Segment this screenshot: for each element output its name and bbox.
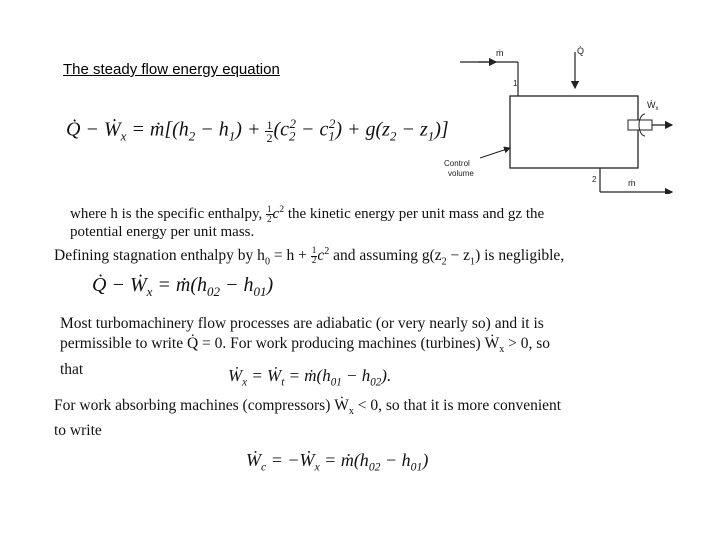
steady-flow-energy-equation (66, 116, 449, 145)
compressor-work-equation (246, 450, 428, 474)
defining-part1: Defining stagnation enthalpy by h (54, 247, 265, 265)
defining-z2-sub: 2 (441, 256, 447, 268)
control-volume-diagram (440, 42, 675, 194)
compressor-line1-b: < 0, so that it is more convenient (353, 397, 562, 414)
comp-c: = ṁ(h (319, 450, 369, 470)
comp-e: ) (422, 450, 429, 470)
adiabatic-line3: that (60, 361, 84, 379)
eq-minus-h: − h (195, 118, 229, 141)
where-paragraph (70, 201, 630, 241)
comp-d: − h (380, 450, 411, 470)
eq-c2-sq: 2 (289, 116, 296, 131)
eq-lhs: Q̇ − Ẇ (66, 118, 121, 141)
compressor-paragraph (54, 396, 654, 440)
turb-b-sub: t (281, 376, 285, 389)
eq-half-fraction: $\frac{1}{2}$ (266, 117, 273, 145)
comp-a: Ẇ (246, 450, 261, 470)
turb-b: = Ẇ (247, 366, 282, 385)
eq-c1-sub: 1 (328, 128, 335, 144)
stag-h01-sub: 01 (253, 284, 267, 299)
turb-h01-sub: 01 (330, 376, 342, 389)
eq-end: )] (434, 118, 449, 141)
where-text-part2: the kinetic energy per unit mass and gz the (287, 206, 545, 222)
outlet-mdot-label: ṁ (628, 178, 636, 188)
eq-h2-sub: 2 (188, 128, 196, 144)
stagnation-equation (92, 274, 273, 300)
control-volume-label-2: volume (448, 169, 474, 178)
control-volume-box (510, 96, 638, 168)
eq-z1-sub: 1 (427, 128, 435, 144)
defining-half-fraction: $\frac{1}{2}$ (311, 245, 317, 267)
eq-lhs-sub: x (120, 128, 127, 144)
comp-b-sub: x (314, 460, 320, 474)
adiabatic-line1: Most turbomachinery flow processes are adiabatic (or very nearly so) and it is (60, 315, 544, 332)
eq-h1-sub: 1 (228, 128, 236, 144)
defining-h0-sub: 0 (264, 256, 270, 268)
turbine-work-equation (228, 366, 391, 388)
adiabatic-line2-a: permissible to write Q̇ = 0. For work producing machines (turbines) Ẇ (60, 335, 500, 352)
stag-h02-sub: 02 (207, 284, 220, 299)
stag-lhs-sub: x (146, 284, 153, 299)
eq-c-open: (c (273, 118, 289, 141)
turb-a-sub: x (242, 376, 248, 389)
turb-h02-sub: 02 (370, 376, 382, 389)
defining-minus: − z (446, 247, 471, 265)
inlet-mdot-label: ṁ (496, 48, 504, 58)
where-text-line2: potential energy per unit mass. (70, 224, 255, 241)
where-text-part1: where h is the specific enthalpy, (70, 206, 263, 222)
shaft (628, 120, 652, 130)
defining-paragraph (54, 243, 674, 270)
defining-part3: and assuming g(z (329, 247, 442, 265)
slide-title: The steady flow energy equation (63, 61, 280, 78)
defining-c-sq: 2 (324, 246, 330, 257)
turb-a: Ẇ (228, 366, 243, 385)
where-c-sq: 2 (279, 204, 285, 215)
compressor-line2: to write (54, 422, 102, 440)
station-2-label: 2 (592, 175, 597, 184)
stag-rhs: = ṁ(h (152, 274, 207, 296)
stag-lhs: Q̇ − Ẇ (92, 274, 147, 296)
turb-e: ). (381, 366, 392, 385)
where-c: c (272, 206, 280, 222)
heat-label: Q̇ (577, 46, 585, 56)
eq-minus-c: − c (295, 118, 329, 141)
compressor-line1-sub: x (348, 406, 354, 418)
defining-z1-sub: 1 (470, 256, 476, 268)
comp-a-sub: c (261, 460, 267, 474)
adiabatic-line2-sub: x (499, 344, 505, 356)
defining-c: c (317, 247, 325, 265)
defining-part4: ) is negligible, (475, 247, 565, 265)
eq-c1-sq: 2 (328, 116, 336, 131)
turb-c: = ṁ(h (284, 366, 331, 385)
stag-minus: − h (220, 274, 254, 296)
stag-end: ) (266, 274, 274, 296)
work-label: Ẇ$_x$ (647, 100, 659, 112)
comp-h02-sub: 02 (368, 460, 381, 474)
eq-plus-g: ) + g(z (335, 118, 390, 141)
control-volume-label-1: Control (444, 159, 470, 168)
compressor-line1-a: For work absorbing machines (compressors) Ẇ (54, 397, 349, 414)
turb-d: − h (341, 366, 371, 385)
station-1-label: 1 (513, 79, 518, 88)
comp-b: = −Ẇ (266, 450, 315, 470)
where-half-fraction: $\frac{1}{2}$ (267, 204, 272, 225)
eq-c2-sub: 2 (288, 128, 296, 144)
eq-close-plus: ) + (235, 118, 266, 141)
comp-h01-sub: 01 (410, 460, 423, 474)
eq-minus-z: − z (396, 118, 428, 141)
defining-part2: = h + (269, 247, 311, 265)
eq-z2-sub: 2 (389, 128, 397, 144)
adiabatic-line2-b: > 0, so (504, 335, 551, 352)
eq-rhs-prefix: = ṁ[(h (131, 118, 189, 141)
